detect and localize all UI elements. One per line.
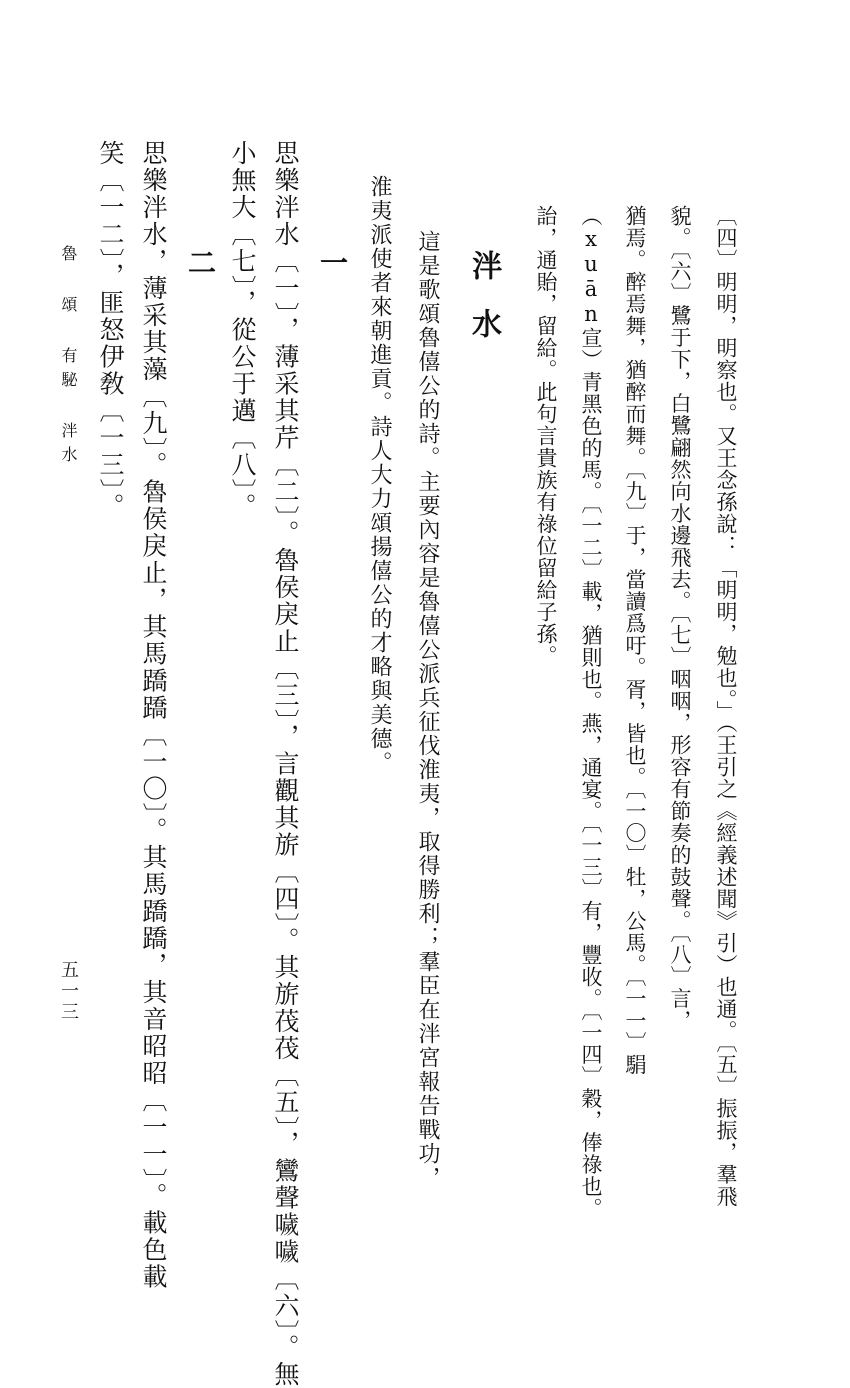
- poem-title: 泮水: [466, 250, 501, 366]
- note-line-4: （xuān宣）青黑色的馬。〔一二〕載，猶則也。燕，通宴。〔一三〕有，豐收。〔一四〕穀，俸祿也。: [579, 205, 603, 1220]
- page-number: 五一三: [58, 960, 79, 1023]
- note-line-5: 詒，通貽，留給。此句言貴族有祿位留給子孫。: [534, 205, 558, 667]
- note-line-1: 〔四〕明明，明察也。又王念孫說：「明明，勉也。」（王引之《經義述聞》引）也通。〔五〕振振，羣飛: [714, 205, 738, 1208]
- section-1-line-2: 小無大〔七〕，從公于邁〔八〕。: [228, 140, 257, 520]
- intro-line-1: 這是歌頌魯僖公的詩。主要內容是魯僖公派兵征伐淮夷，取得勝利；羣臣在泮宮報告戰功，: [415, 230, 440, 1190]
- note-line-3: 猶焉。醉焉舞，猶醉而舞。〔九〕于，當讀爲吁。胥，皆也。〔一〇〕牡，公馬。〔一一〕駽: [623, 205, 647, 1076]
- section-number-1: 一: [316, 248, 349, 276]
- running-head: 魯 頌 有駜 泮水: [59, 245, 78, 470]
- note-line-2: 貌。〔六〕鷺于下，白鷺翩然向水邊飛去。〔七〕咽咽，形容有節奏的鼓聲。〔八〕言，: [668, 205, 692, 1032]
- section-2-line-2: 笑〔一二〕，匪怒伊敎〔一三〕。: [96, 140, 125, 520]
- section-1-line-1: 思樂泮水〔一〕，薄采其芹〔二〕。魯侯戾止〔三〕，言觀其旂〔四〕。其旂茷茷〔五〕，鸞聲噦噦〔六〕。無: [271, 140, 300, 1388]
- intro-line-2: 淮夷派使者來朝進貢。詩人大力頌揚僖公的才略與美德。: [367, 175, 392, 775]
- section-2-line-1: 思樂泮水，薄采其藻〔九〕。魯侯戾止，其馬蹻蹻〔一〇〕。其馬蹻蹻，其音昭昭〔一一〕。載色載: [139, 140, 168, 1291]
- section-number-2: 二: [184, 248, 217, 276]
